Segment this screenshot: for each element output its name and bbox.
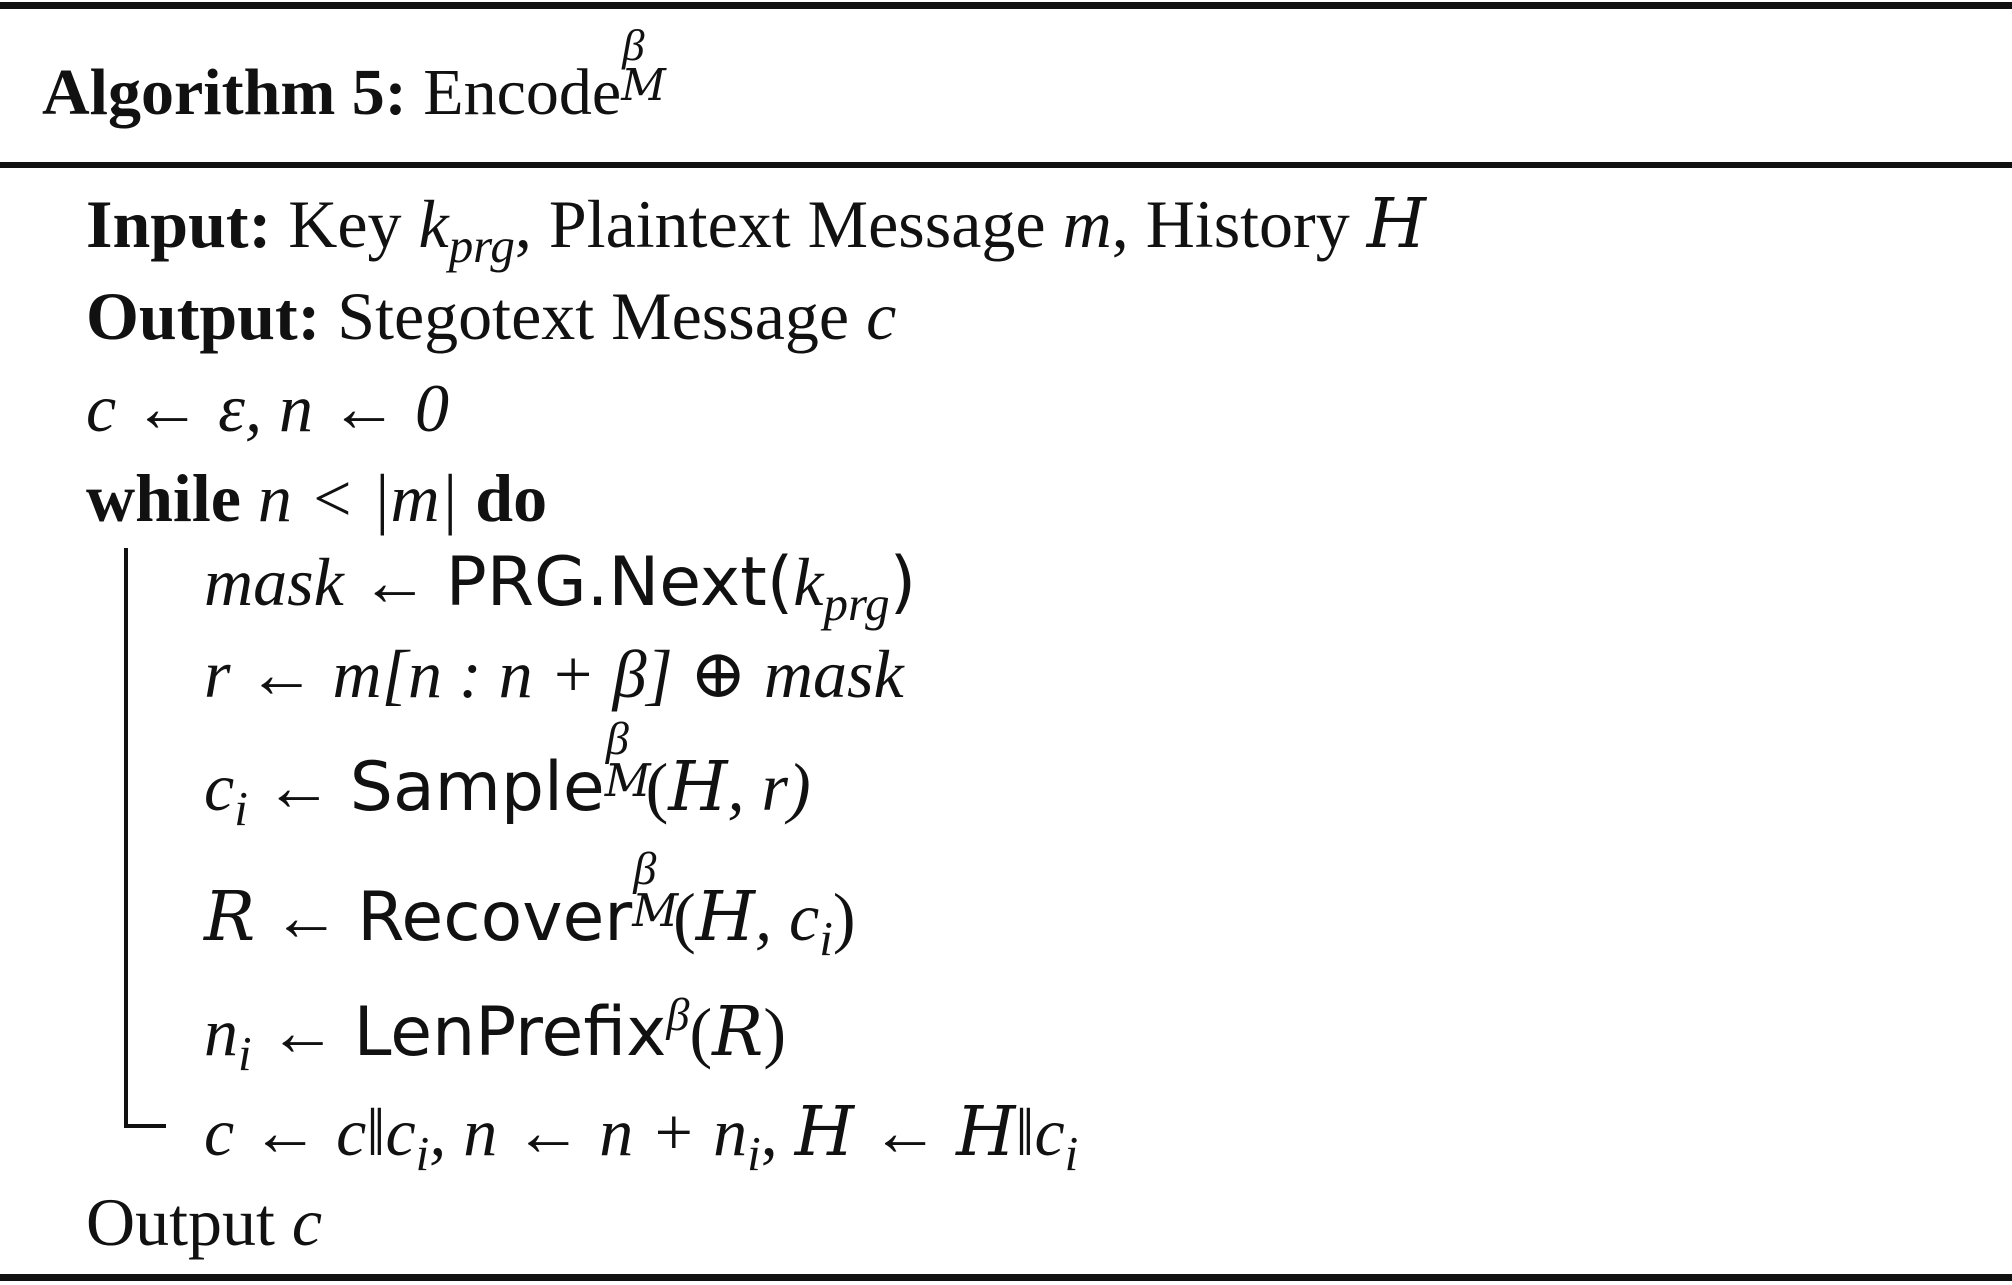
update-p3: , [760, 1094, 778, 1170]
ni-sub: i [238, 1025, 252, 1081]
recover-sup: β [633, 843, 657, 895]
do-keyword: do [475, 460, 548, 536]
algorithm-name: Encode [423, 56, 622, 129]
algorithm-subscript: M [621, 60, 666, 111]
update-hist-lhs: H [794, 1093, 855, 1172]
sample-sup: β [605, 713, 629, 765]
update-p5: ‖c [1015, 1094, 1065, 1170]
algorithm-label: Algorithm 5: [42, 56, 407, 129]
recover-sub: M [632, 884, 679, 938]
sample-rest: , r) [727, 749, 811, 825]
update-hist-rhs: H [956, 1093, 1016, 1172]
input-mid: , Plaintext Message [514, 186, 1046, 262]
ci-var: c [204, 749, 235, 825]
init-line: c ← ε, n ← 0 [86, 370, 449, 446]
update-p4: ← [854, 1094, 957, 1170]
recover-scripts [632, 843, 679, 940]
input-label: Input: [86, 186, 272, 262]
recover-close: ) [832, 879, 856, 955]
assign-arrow: ← [343, 544, 446, 620]
loop-bracket-foot [124, 1124, 166, 1128]
output-text: Stegotext Message [337, 278, 850, 354]
input-hist: H [1366, 185, 1426, 264]
input-key: k [418, 186, 449, 262]
prg-close: ) [889, 543, 917, 622]
while-line [86, 460, 548, 536]
recover-fn: Recover [357, 878, 633, 957]
assign-arrow: ← [247, 749, 350, 825]
lenprefix-close: ) [763, 994, 786, 1070]
update-p5-sub: i [1064, 1125, 1079, 1181]
lenprefix-fn: LenPrefix [353, 993, 667, 1072]
loop-bracket-vertical [124, 548, 128, 1128]
output-var: c [866, 278, 897, 354]
final-output-line [86, 1184, 323, 1260]
ci-sub: i [234, 780, 248, 836]
lenprefix-set: R [712, 993, 764, 1072]
loop-line-update [204, 1093, 1079, 1181]
input-key-sub: prg [448, 217, 515, 273]
input-line [86, 185, 1426, 273]
assign-arrow: ← [255, 879, 358, 955]
top-rule [0, 2, 2012, 9]
loop-line-xor: r ← m[n : n + β] ⊕ mask [204, 636, 904, 712]
final-output-keyword: Output [86, 1184, 275, 1260]
loop-line-sample [204, 713, 811, 836]
input-msg: m [1062, 186, 1112, 262]
update-p1: c ← c‖c [204, 1094, 416, 1170]
final-output-var: c [291, 1184, 323, 1260]
output-label: Output: [86, 278, 321, 354]
prg-next-fn: PRG.Next( [445, 543, 794, 622]
ni-var: n [204, 994, 238, 1070]
mask-var: mask [204, 544, 344, 620]
sample-scripts [604, 713, 651, 810]
while-condition: n < |m| [257, 460, 459, 536]
recover-open: ( [673, 879, 696, 955]
recover-ci-sub: i [819, 910, 833, 966]
sample-fn: Sample [349, 748, 605, 827]
input-text: Key [288, 186, 402, 262]
output-line [86, 278, 897, 354]
update-p2-sub: i [747, 1125, 761, 1181]
algorithm-superscript: β [622, 20, 645, 71]
lenprefix-open: ( [689, 994, 713, 1070]
loop-line-recover [204, 843, 856, 966]
algorithm-title [42, 20, 666, 129]
loop-line-lenprefix [204, 989, 786, 1081]
lenprefix-sup: β [666, 989, 690, 1041]
header-rule [0, 162, 2012, 168]
prg-key-sub: prg [823, 575, 890, 631]
update-p2: , n ← n + n [429, 1094, 748, 1170]
recover-set: R [204, 878, 256, 957]
algorithm-name-scripts [621, 20, 666, 114]
sample-open: ( [645, 749, 669, 825]
prg-key: k [793, 544, 824, 620]
sample-hist: H [668, 748, 728, 827]
update-p1-sub: i [415, 1125, 430, 1181]
while-keyword: while [86, 460, 241, 536]
assign-arrow: ← [251, 994, 354, 1070]
recover-ci: , c [755, 879, 820, 955]
bottom-rule [0, 1274, 2012, 1281]
input-mid2: , History [1111, 186, 1350, 262]
sample-sub: M [604, 754, 651, 808]
loop-line-mask [204, 543, 917, 631]
recover-hist: H [695, 878, 756, 957]
